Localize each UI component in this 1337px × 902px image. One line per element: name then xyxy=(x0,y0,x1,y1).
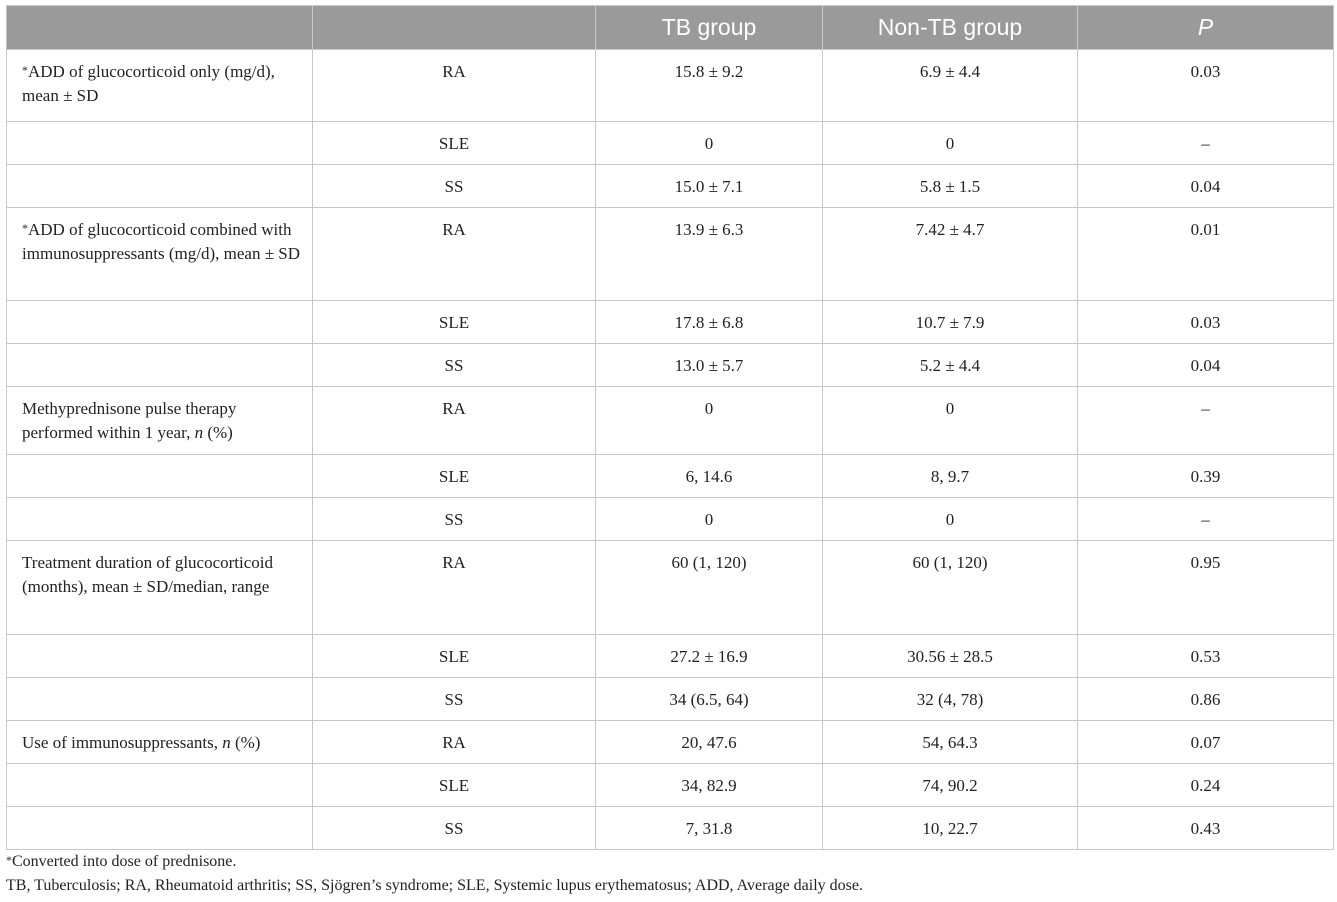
row-label xyxy=(7,122,313,165)
row-label-italic: n xyxy=(222,733,231,752)
header-label-column xyxy=(7,6,313,50)
non-tb-value-cell: 0 xyxy=(823,498,1078,541)
p-value-cell: – xyxy=(1078,122,1334,165)
tb-value-cell: 27.2 ± 16.9 xyxy=(596,635,823,678)
non-tb-value-cell: 8, 9.7 xyxy=(823,455,1078,498)
non-tb-value-cell: 0 xyxy=(823,122,1078,165)
disease-cell: SS xyxy=(313,807,596,850)
tb-value-cell: 0 xyxy=(596,122,823,165)
footnote-1 xyxy=(6,850,1326,874)
table-row xyxy=(7,764,1334,807)
tb-value-cell: 0 xyxy=(596,387,823,455)
p-value-cell: 0.39 xyxy=(1078,455,1334,498)
p-value-cell: 0.95 xyxy=(1078,541,1334,635)
row-label xyxy=(7,208,313,301)
tb-value-cell: 15.8 ± 9.2 xyxy=(596,50,823,122)
row-label-text: Use of immunosuppressants, xyxy=(22,733,223,752)
row-label xyxy=(7,721,313,764)
footnote-marker: * xyxy=(6,853,12,867)
row-label xyxy=(7,678,313,721)
table-row xyxy=(7,721,1334,764)
non-tb-value-cell: 32 (4, 78) xyxy=(823,678,1078,721)
p-value-cell: – xyxy=(1078,387,1334,455)
p-value-cell: 0.03 xyxy=(1078,301,1334,344)
tb-value-cell: 60 (1, 120) xyxy=(596,541,823,635)
tb-value-cell: 20, 47.6 xyxy=(596,721,823,764)
tb-value-cell: 17.8 ± 6.8 xyxy=(596,301,823,344)
non-tb-value-cell: 74, 90.2 xyxy=(823,764,1078,807)
disease-cell: SLE xyxy=(313,764,596,807)
header-tb-group: TB group xyxy=(596,6,823,50)
table-row xyxy=(7,165,1334,208)
non-tb-value-cell: 7.42 ± 4.7 xyxy=(823,208,1078,301)
row-label xyxy=(7,541,313,635)
row-label xyxy=(7,165,313,208)
row-label-italic: n xyxy=(194,423,204,442)
p-value-cell: 0.43 xyxy=(1078,807,1334,850)
non-tb-value-cell: 0 xyxy=(823,387,1078,455)
header-p-value: P xyxy=(1078,6,1334,50)
tb-value-cell: 7, 31.8 xyxy=(596,807,823,850)
tb-value-cell: 15.0 ± 7.1 xyxy=(596,165,823,208)
disease-cell: SLE xyxy=(313,455,596,498)
p-value-cell: – xyxy=(1078,498,1334,541)
disease-cell: SLE xyxy=(313,301,596,344)
disease-cell: RA xyxy=(313,208,596,301)
disease-cell: SLE xyxy=(313,122,596,165)
header-disease-column xyxy=(313,6,596,50)
row-label xyxy=(7,635,313,678)
tb-value-cell: 13.0 ± 5.7 xyxy=(596,344,823,387)
non-tb-value-cell: 30.56 ± 28.5 xyxy=(823,635,1078,678)
non-tb-value-cell: 5.8 ± 1.5 xyxy=(823,165,1078,208)
table-row xyxy=(7,387,1334,455)
disease-cell: SS xyxy=(313,165,596,208)
p-value-cell: 0.07 xyxy=(1078,721,1334,764)
tb-value-cell: 34, 82.9 xyxy=(596,764,823,807)
row-label xyxy=(7,455,313,498)
tb-value-cell: 34 (6.5, 64) xyxy=(596,678,823,721)
footnote-marker: * xyxy=(22,63,28,77)
table-row xyxy=(7,541,1334,635)
non-tb-value-cell: 10, 22.7 xyxy=(823,807,1078,850)
table-footnotes xyxy=(6,850,1326,898)
table-row xyxy=(7,635,1334,678)
row-label xyxy=(7,50,313,122)
row-label xyxy=(7,764,313,807)
p-value-cell: 0.53 xyxy=(1078,635,1334,678)
disease-cell: RA xyxy=(313,721,596,764)
table-row xyxy=(7,678,1334,721)
results-table xyxy=(6,5,1334,850)
table-row xyxy=(7,344,1334,387)
footnote-marker: * xyxy=(22,221,28,235)
tb-value-cell: 0 xyxy=(596,498,823,541)
p-value-cell: 0.86 xyxy=(1078,678,1334,721)
disease-cell: RA xyxy=(313,387,596,455)
tb-value-cell: 6, 14.6 xyxy=(596,455,823,498)
table-row xyxy=(7,122,1334,165)
non-tb-value-cell: 54, 64.3 xyxy=(823,721,1078,764)
row-label-text: ADD of glucocorticoid combined with immunosuppressants (mg/d), mean ± SD xyxy=(22,220,301,263)
non-tb-value-cell: 10.7 ± 7.9 xyxy=(823,301,1078,344)
row-label xyxy=(7,807,313,850)
non-tb-value-cell: 5.2 ± 4.4 xyxy=(823,344,1078,387)
table-row xyxy=(7,455,1334,498)
disease-cell: SS xyxy=(313,498,596,541)
disease-cell: SS xyxy=(313,344,596,387)
non-tb-value-cell: 60 (1, 120) xyxy=(823,541,1078,635)
disease-cell: RA xyxy=(313,50,596,122)
row-label xyxy=(7,387,313,455)
header-non-tb-group: Non-TB group xyxy=(823,6,1078,50)
table-row xyxy=(7,498,1334,541)
table-row xyxy=(7,208,1334,301)
row-label-suffix: (%) xyxy=(203,423,233,442)
table-header-row xyxy=(7,6,1334,50)
footnote-1-text: Converted into dose of prednisone. xyxy=(12,853,237,870)
p-value-cell: 0.24 xyxy=(1078,764,1334,807)
table-row xyxy=(7,807,1334,850)
table-row xyxy=(7,50,1334,122)
tb-value-cell: 13.9 ± 6.3 xyxy=(596,208,823,301)
row-label-text: ADD of glucocorticoid only (mg/d), mean ± SD xyxy=(22,62,275,105)
disease-cell: RA xyxy=(313,541,596,635)
row-label-text: Methyprednisone pulse therapy performed within 1 year, xyxy=(22,399,237,442)
table-row xyxy=(7,301,1334,344)
row-label-suffix: (%) xyxy=(230,733,261,752)
footnote-2: TB, Tuberculosis; RA, Rheumatoid arthritis; SS, Sjögren’s syndrome; SLE, Systemic lupus erythematosus; ADD, Average daily dose. xyxy=(6,877,863,894)
p-value-cell: 0.04 xyxy=(1078,165,1334,208)
non-tb-value-cell: 6.9 ± 4.4 xyxy=(823,50,1078,122)
row-label xyxy=(7,344,313,387)
p-value-cell: 0.01 xyxy=(1078,208,1334,301)
disease-cell: SS xyxy=(313,678,596,721)
row-label xyxy=(7,498,313,541)
row-label xyxy=(7,301,313,344)
p-value-cell: 0.03 xyxy=(1078,50,1334,122)
disease-cell: SLE xyxy=(313,635,596,678)
p-value-cell: 0.04 xyxy=(1078,344,1334,387)
row-label-text: Treatment duration of glucocorticoid (months), mean ± SD/median, range xyxy=(22,553,274,596)
